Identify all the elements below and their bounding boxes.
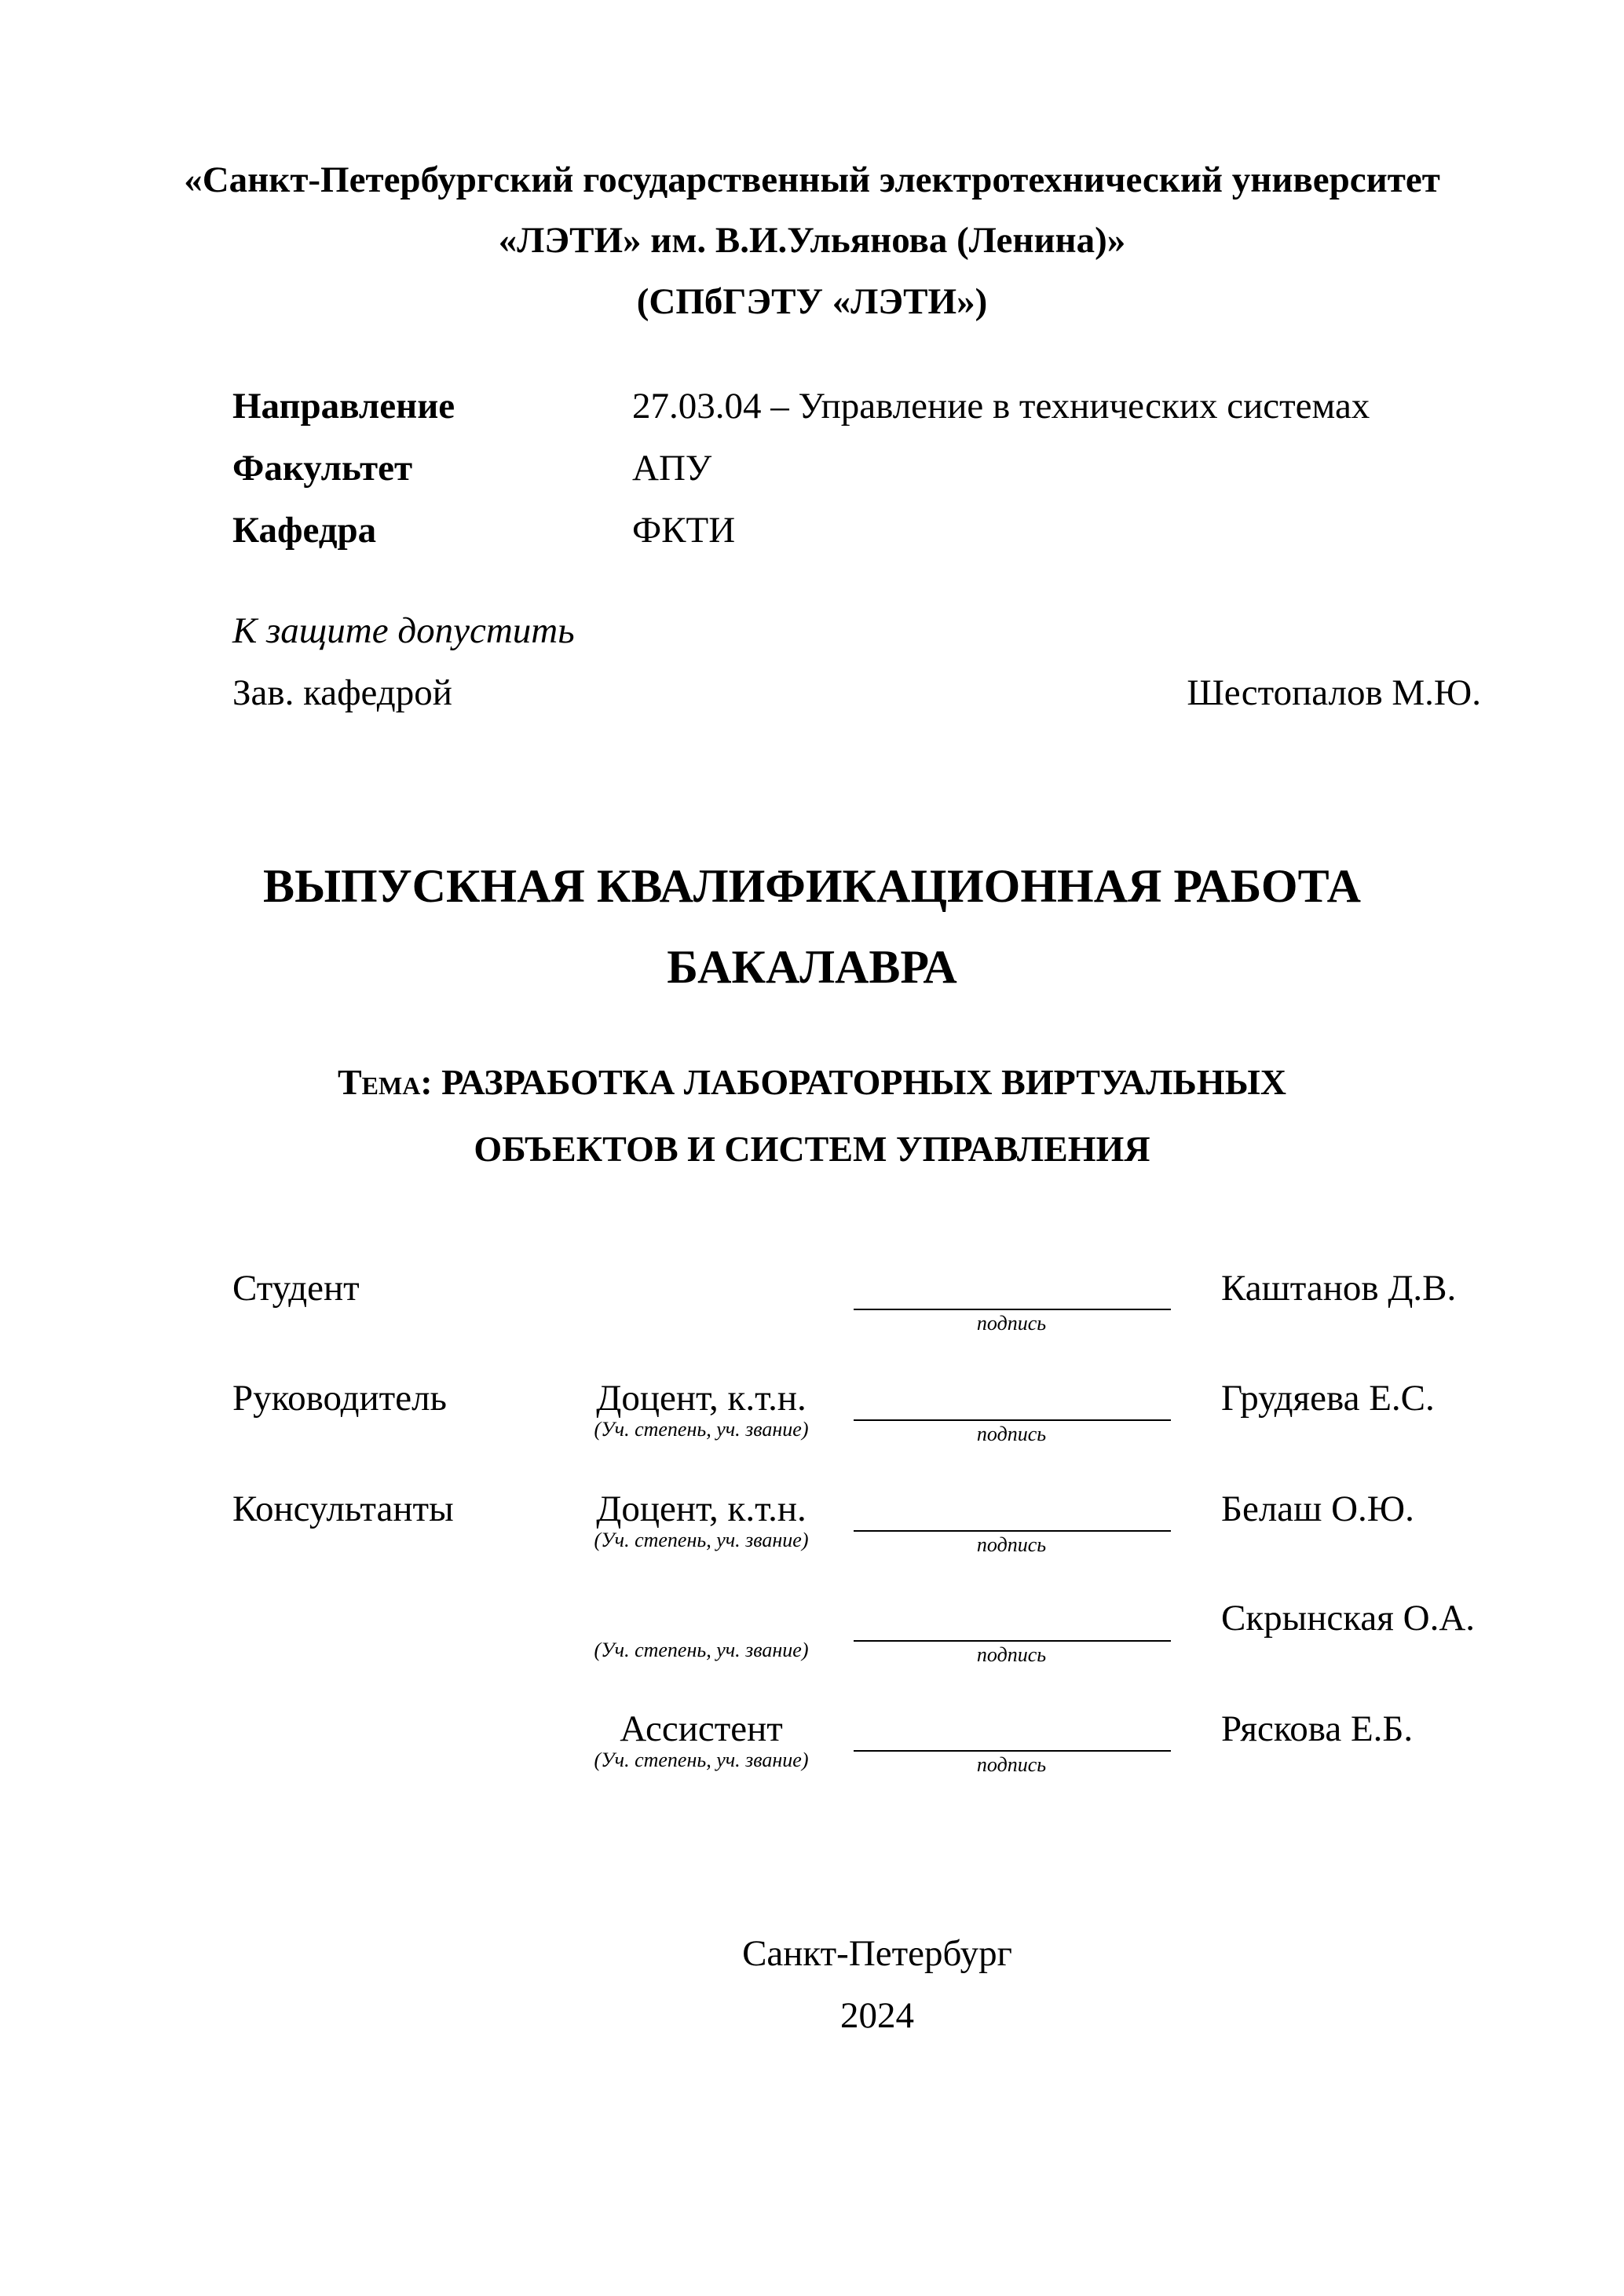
degree-caption: (Уч. степень, уч. звание) <box>594 1529 809 1551</box>
degree-caption: (Уч. степень, уч. звание) <box>594 1639 809 1661</box>
approval-title: К защите допустить <box>232 610 575 651</box>
theme-line2: ОБЪЕКТОВ И СИСТЕМ УПРАВЛЕНИЯ <box>474 1129 1150 1169</box>
degree-caption: (Уч. степень, уч. звание) <box>594 1749 809 1771</box>
name-consultant-2: Скрынская О.А. <box>1221 1598 1476 1639</box>
university-name-line2: «ЛЭТИ» им. В.И.Ульянова (Ленина)» <box>498 220 1126 261</box>
role-student: Студент <box>232 1268 360 1309</box>
name-student: Каштанов Д.В. <box>1221 1268 1457 1309</box>
work-title-line2: БАКАЛАВРА <box>667 941 957 993</box>
approval-role: Зав. кафедрой <box>232 672 452 713</box>
approval-name: Шестопалов М.Ю. <box>1187 672 1481 713</box>
role-consultants: Консультанты <box>232 1489 454 1529</box>
university-name: «Санкт-Петербургский государственный электротехнический университет <box>184 159 1440 200</box>
name-consultant-3: Ряскова Е.Б. <box>1221 1708 1414 1749</box>
info-value-faculty: АПУ <box>632 448 712 489</box>
info-value-direction: 27.03.04 – Управление в технических системах <box>632 386 1370 427</box>
degree-consultant-1: Доцент, к.т.н. <box>596 1489 807 1529</box>
info-label-direction: Направление <box>232 386 455 427</box>
name-consultant-1: Белаш О.Ю. <box>1221 1489 1414 1529</box>
signature-caption: подпись <box>976 1423 1047 1445</box>
role-supervisor: Руководитель <box>232 1378 447 1419</box>
university-abbreviation: (СПбГЭТУ «ЛЭТИ») <box>636 281 988 322</box>
info-value-department: ФКТИ <box>632 510 736 551</box>
theme-line1: РАЗРАБОТКА ЛАБОРАТОРНЫХ ВИРТУАЛЬНЫХ <box>441 1062 1287 1102</box>
signature-caption: подпись <box>976 1312 1047 1335</box>
info-label-department: Кафедра <box>232 510 377 551</box>
degree-consultant-3: Ассистент <box>620 1708 783 1749</box>
signature-caption: подпись <box>976 1533 1047 1556</box>
work-title-line1: ВЫПУСКНАЯ КВАЛИФИКАЦИОННАЯ РАБОТА <box>263 860 1361 912</box>
signature-caption: подпись <box>976 1753 1047 1776</box>
info-label-faculty: Факультет <box>232 448 413 489</box>
theme-prefix: Тема: <box>337 1062 433 1102</box>
name-supervisor: Грудяева Е.С. <box>1221 1378 1435 1419</box>
degree-supervisor: Доцент, к.т.н. <box>596 1378 807 1419</box>
signature-caption: подпись <box>976 1643 1047 1666</box>
footer-city: Санкт-Петербург <box>742 1933 1012 1974</box>
degree-caption: (Уч. степень, уч. звание) <box>594 1418 809 1441</box>
footer-year: 2024 <box>840 1995 914 2036</box>
